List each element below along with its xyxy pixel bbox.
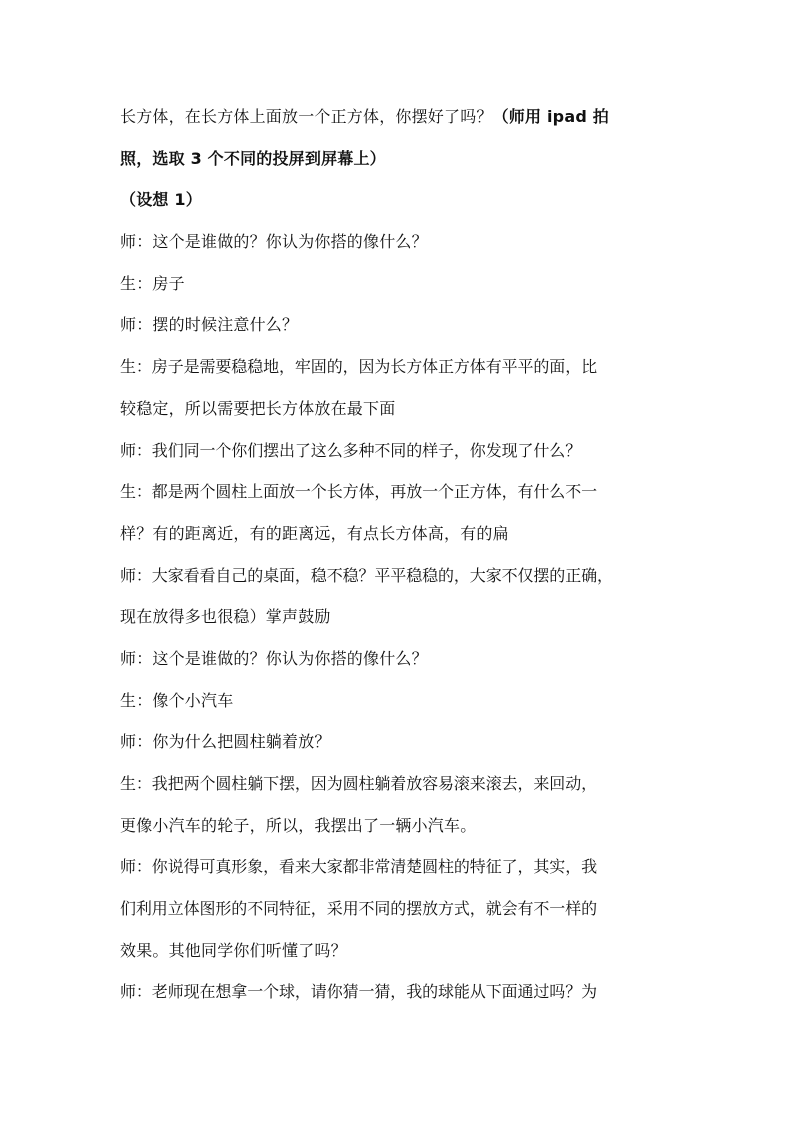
text-line-20: 们利用立体图形的不同特征，采用不同的摆放方式，就会有不一样的	[120, 899, 598, 919]
text-line-2: 照，选取 3 个不同的投屏到屏幕上）	[120, 148, 386, 168]
text-line-3: （设想 1）	[120, 190, 202, 210]
text-line-6: 师：摆的时候注意什么？	[120, 315, 299, 335]
text-line-1-part-b: （师用 ipad 拍	[492, 107, 609, 126]
text-line-15: 生：像个小汽车	[120, 690, 234, 710]
text-line-12: 师：大家看看自己的桌面，稳不稳？平平稳稳的，大家不仅摆的正确，	[120, 565, 613, 585]
text-line-18: 更像小汽车的轮子，所以，我摆出了一辆小汽车。	[120, 815, 477, 835]
text-line-9: 师：我们同一个你们摆出了这么多种不同的样子，你发现了什么？	[120, 440, 582, 460]
text-line-8: 较稳定，所以需要把长方体放在最下面	[120, 398, 396, 418]
text-line-22: 师：老师现在想拿一个球，请你猜一猜，我的球能从下面通过吗？为	[120, 982, 598, 1002]
text-line-21: 效果。其他同学你们听懂了吗？	[120, 940, 347, 960]
text-line-11: 样？有的距离近，有的距离远，有点长方体高，有的扁	[120, 523, 509, 543]
text-line-1	[120, 96, 680, 138]
text-line-13: 现在放得多也很稳）掌声鼓励	[120, 607, 331, 627]
text-line-7: 生：房子是需要稳稳地，牢固的，因为长方体正方体有平平的面，比	[120, 357, 598, 377]
text-line-4: 师：这个是谁做的？你认为你搭的像什么？	[120, 232, 428, 252]
text-line-14: 师：这个是谁做的？你认为你搭的像什么？	[120, 648, 428, 668]
text-line-16: 师：你为什么把圆柱躺着放？	[120, 732, 331, 752]
text-line-10: 生：都是两个圆柱上面放一个长方体，再放一个正方体，有什么不一	[120, 482, 598, 502]
document-body	[120, 96, 680, 1013]
text-line-17: 生：我把两个圆柱躺下摆，因为圆柱躺着放容易滚来滚去，来回动，	[120, 774, 598, 793]
text-line-5: 生：房子	[120, 273, 185, 293]
text-line-19: 师：你说得可真形象，看来大家都非常清楚圆柱的特征了，其实，我	[120, 857, 598, 877]
text-line-1-part-a: 长方体，在长方体上面放一个正方体，你摆好了吗？	[120, 107, 493, 126]
